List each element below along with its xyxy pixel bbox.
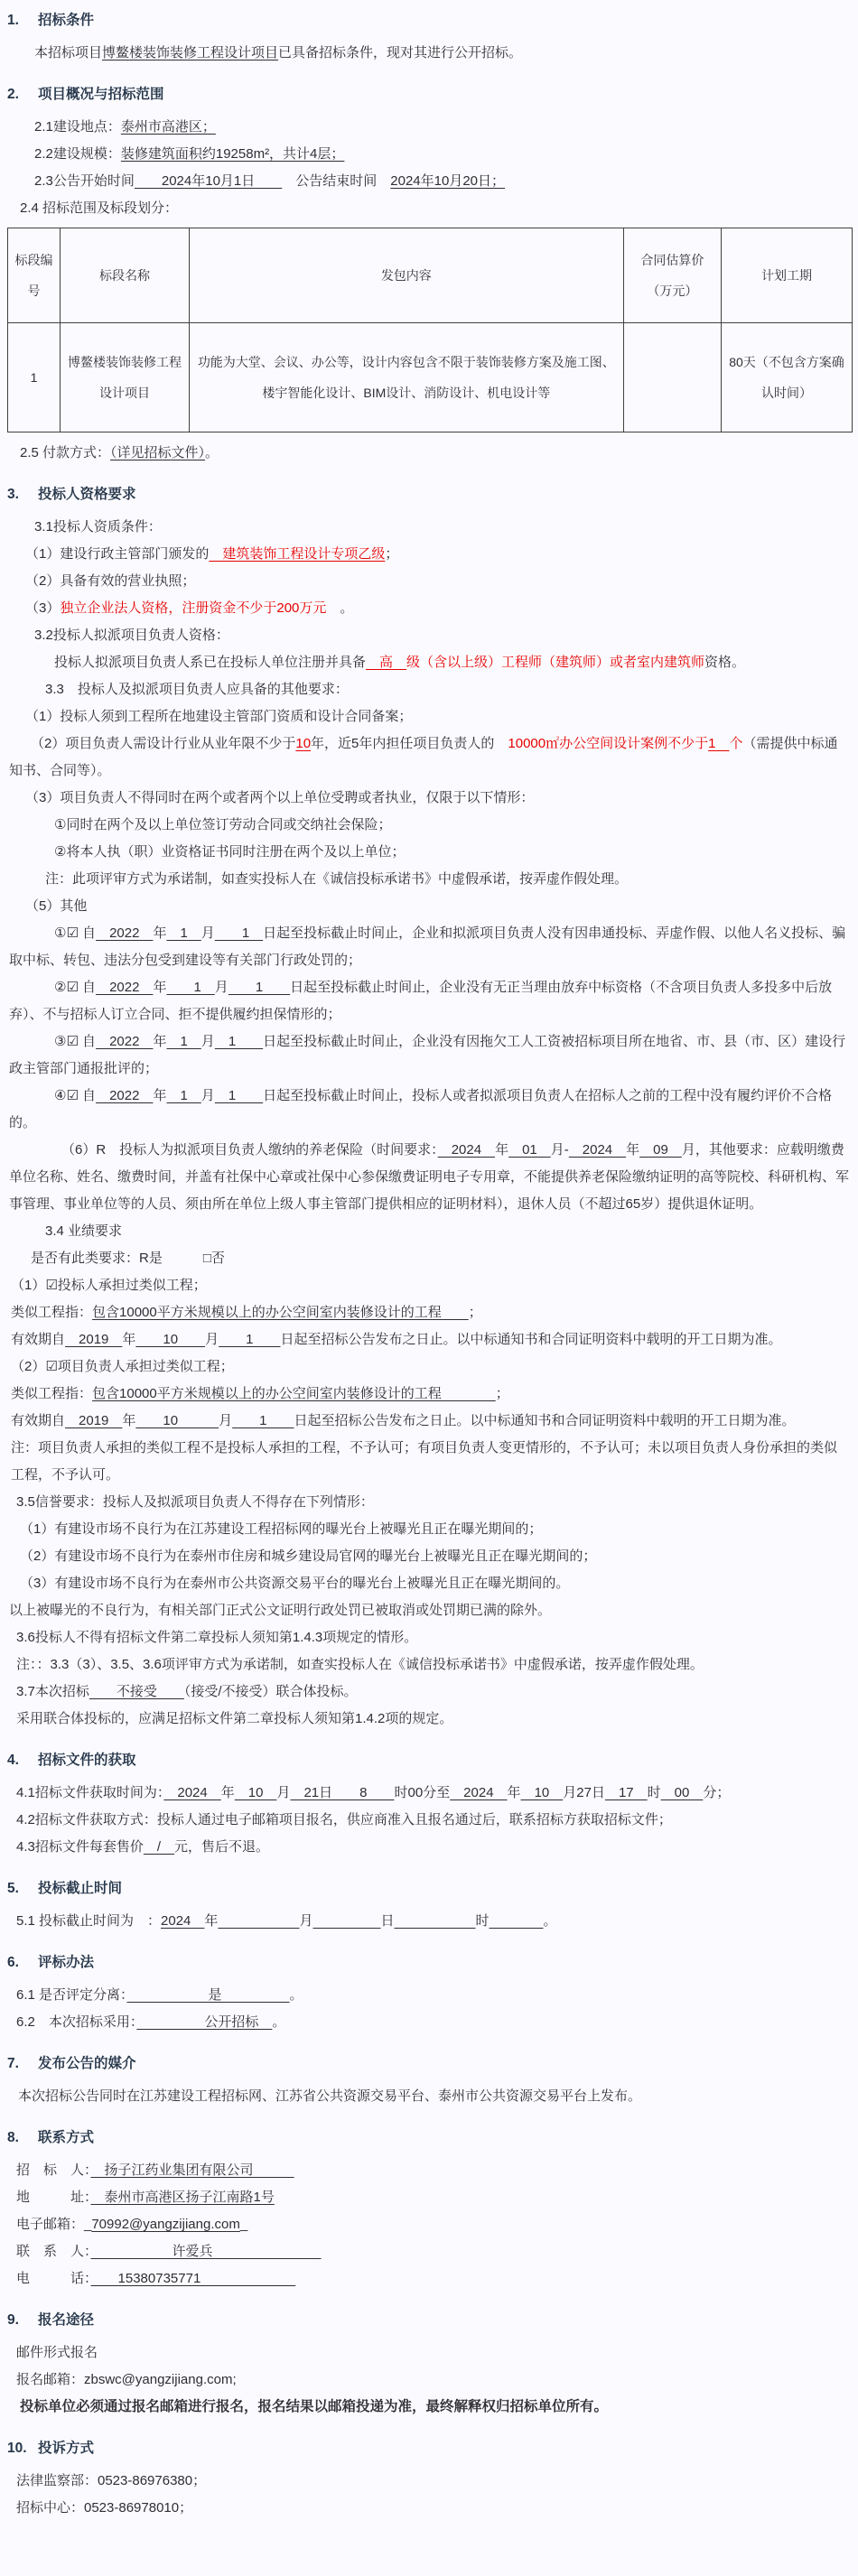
section-number: 5. xyxy=(7,1881,19,1896)
text-run: 日起至投标截止时间止，投标人或者拟派项目负责人在招标人之前的工程中没有履约评价不合格的。 xyxy=(9,1088,833,1130)
paragraph xyxy=(20,1570,849,1597)
text-run: 1 xyxy=(228,980,291,995)
text-run: ③☑ 自 xyxy=(54,1034,97,1049)
paragraph xyxy=(16,1679,849,1706)
section-title: 评标办法 xyxy=(38,1955,95,1970)
section-number: 7. xyxy=(7,2056,19,2071)
paragraph xyxy=(34,514,849,541)
section-title: 发布公告的媒介 xyxy=(38,2056,136,2071)
paragraph xyxy=(31,1245,849,1272)
text-run: 级（含以上级）工程师（建筑师）或者室内建筑师 xyxy=(406,655,705,670)
text-run: 本招标项目 xyxy=(34,45,103,60)
section-heading xyxy=(5,7,849,34)
text-run: 月 xyxy=(219,1413,233,1428)
text-run: 泰州市高港区扬子江南路1号 xyxy=(90,2190,275,2205)
text-run: 投标单位必须通过报名邮箱进行报名，报名结果以邮箱投递为准，最终解释权归招标单位所有。 xyxy=(20,2399,609,2414)
paragraph xyxy=(9,920,849,974)
text-run: 月 xyxy=(299,1913,313,1929)
text-run: 是 xyxy=(126,1987,290,2003)
table-cell: 功能为大堂、会议、办公等，设计内容包含不限于装饰装修方案及施工图、楼宇智能化设计、BIM设计、消防设计、机电设计等 xyxy=(190,323,624,432)
paragraph xyxy=(45,676,849,703)
paragraph xyxy=(16,2265,849,2292)
text-run: 10 xyxy=(520,1785,564,1800)
paragraph xyxy=(25,541,849,568)
text-run: 年 xyxy=(122,1413,136,1428)
text-run: 17 xyxy=(604,1785,648,1800)
text-run: （需提供中标通知书、合同等）。 xyxy=(9,736,838,778)
text-run: 年 xyxy=(495,1142,509,1158)
text-run: 3.1投标人资质条件： xyxy=(34,519,162,535)
text-run xyxy=(394,1913,475,1929)
section-number: 8. xyxy=(7,2130,19,2145)
paragraph xyxy=(16,1982,849,2009)
paragraph xyxy=(34,40,849,67)
table-header-row xyxy=(8,228,853,323)
text-run: 类似工程指： xyxy=(11,1386,93,1401)
text-run: （5）其他 xyxy=(25,898,88,914)
text-run: 2022 xyxy=(96,980,154,995)
text-run: 00 xyxy=(660,1785,704,1800)
text-run: 2024年10月20日； xyxy=(390,173,506,189)
text-run: 10 xyxy=(135,1413,219,1428)
text-run: 法律监察部：0523-86976380； xyxy=(16,2473,207,2488)
text-run: 2.2建设规模： xyxy=(34,146,121,162)
text-run: 包含10000平方米规模以上的办公空间室内装修设计的工程 xyxy=(92,1386,496,1401)
paragraph xyxy=(16,2009,849,2036)
text-run: 报名邮箱：zbswc@yangzijiang.com; xyxy=(16,2372,237,2387)
text-run: （2）具备有效的营业执照； xyxy=(25,573,196,589)
text-run: 分； xyxy=(703,1785,731,1800)
text-run: 月 xyxy=(201,925,215,941)
section-title: 联系方式 xyxy=(38,2130,95,2145)
paragraph xyxy=(16,1780,849,1807)
paragraph xyxy=(16,2157,849,2184)
text-run xyxy=(490,1913,544,1929)
table-cell: 80天（不包含方案确认时间） xyxy=(722,323,853,432)
text-run: 70992@yangzijiang.com xyxy=(91,2217,240,2232)
lot-table-grid xyxy=(7,228,853,432)
text-run: 月 xyxy=(201,1088,215,1103)
paragraph xyxy=(18,2083,849,2110)
text-run: 博鳌楼装饰装修工程设计项目 xyxy=(102,45,279,60)
paragraph xyxy=(34,141,849,168)
text-run: ； xyxy=(468,1305,482,1320)
text-run: 6.1 是否评定分离： xyxy=(16,1987,127,2003)
paragraph xyxy=(9,974,849,1028)
paragraph xyxy=(16,2184,849,2211)
text-run: 。 xyxy=(205,445,219,460)
text-run: 月 xyxy=(214,980,228,995)
text-run: （1）☑投标人承担过类似工程； xyxy=(11,1278,207,1293)
text-run: ； xyxy=(385,546,399,562)
table-cell: 1 xyxy=(8,323,61,432)
paragraph xyxy=(11,1272,849,1299)
text-run: 装修建筑面积约19258m²，共计4层； xyxy=(120,146,345,162)
text-run: （2）☑项目负责人承担过类似工程； xyxy=(11,1359,234,1374)
paragraph xyxy=(20,195,849,222)
paragraph xyxy=(9,1083,849,1137)
text-run: 。 xyxy=(543,1913,557,1929)
text-run: 6.2 本次招标采用： xyxy=(16,2014,137,2030)
text-run: 1 xyxy=(214,1034,264,1049)
text-run: 2019 xyxy=(65,1413,123,1428)
paragraph xyxy=(16,2339,849,2367)
text-run: 3.6投标人不得有招标文件第二章投标人须知第1.4.3项规定的情形。 xyxy=(16,1630,418,1645)
text-run: 01 xyxy=(508,1142,551,1158)
text-run: 月27日 xyxy=(563,1785,605,1800)
text-run: （3） xyxy=(25,600,61,616)
text-run: 2022 xyxy=(96,1088,154,1103)
paragraph xyxy=(25,703,849,730)
text-run: 已具备招标条件，现对其进行公开招标。 xyxy=(278,45,523,60)
text-run: （6）R 投标人为拟派项目负责人缴纳的养老保险（时间要求： xyxy=(61,1142,438,1158)
text-run: 日起至投标截止时间止，企业和拟派项目负责人没有因串通投标、弄虚作假、以他人名义投标、骗取中标、转包、违法分包受到建设等有关部门行政处罚的； xyxy=(9,925,846,968)
text-run: 年 xyxy=(507,1785,521,1800)
text-run: 月 xyxy=(201,1034,215,1049)
section-number: 10. xyxy=(7,2441,27,2456)
section-heading xyxy=(5,1949,849,1976)
paragraph xyxy=(11,1408,849,1435)
lot-table xyxy=(7,228,849,432)
table-cell: 博鳌楼装饰装修工程设计项目 xyxy=(60,323,189,432)
text-run: 地 址： xyxy=(16,2190,91,2205)
text-run: 公开招标 xyxy=(136,2014,273,2030)
text-run: 2.4 招标范围及标段划分： xyxy=(20,200,179,216)
paragraph xyxy=(25,785,849,812)
table-header-cell: 发包内容 xyxy=(190,228,624,323)
text-run: ①同时在两个及以上单位签订劳动合同或交纳社会保险； xyxy=(54,817,392,832)
paragraph xyxy=(34,622,849,649)
text-run: 1 xyxy=(708,736,730,751)
text-run: 2024 xyxy=(450,1785,508,1800)
text-run: 1 xyxy=(166,1034,201,1049)
text-run: 。 xyxy=(326,600,354,616)
text-run: 3.3 投标人及拟派项目负责人应具备的其他要求： xyxy=(45,682,349,697)
text-run: 2024 xyxy=(161,1913,205,1929)
paragraph xyxy=(20,1516,849,1543)
paragraph xyxy=(9,1028,849,1083)
table-header-cell: 合同估算价（万元） xyxy=(623,228,721,323)
paragraph xyxy=(25,568,849,595)
text-run: 。 xyxy=(272,2014,286,2030)
paragraph xyxy=(11,1435,849,1489)
text-run: 公告结束时间 xyxy=(282,173,391,189)
text-run: 年 xyxy=(204,1913,219,1929)
text-run: 3.2投标人拟派项目负责人资格： xyxy=(34,628,229,643)
paragraph xyxy=(25,595,849,622)
section-heading xyxy=(5,81,849,108)
text-run: 。 xyxy=(289,1987,303,2003)
text-run: 不接受 xyxy=(89,1684,184,1699)
paragraph xyxy=(16,1706,849,1733)
text-run: 时 xyxy=(475,1913,490,1929)
section-heading xyxy=(5,1875,849,1902)
paragraph xyxy=(54,839,849,866)
paragraph xyxy=(16,2367,849,2394)
section-heading xyxy=(5,2051,849,2078)
paragraph xyxy=(11,1381,849,1408)
paragraph xyxy=(16,1834,849,1861)
paragraph xyxy=(16,1651,849,1679)
text-run: 月- xyxy=(550,1142,569,1158)
text-run: 1 xyxy=(232,1413,294,1428)
text-run: （1）投标人须到工程所在地建设主管部门资质和设计合同备案； xyxy=(25,709,413,724)
text-run: 电 话： xyxy=(16,2271,91,2286)
text-run: 有效期自 xyxy=(11,1413,66,1428)
text-run: 许爱兵 xyxy=(90,2244,322,2259)
paragraph xyxy=(16,1807,849,1834)
text-run: 2019 xyxy=(65,1332,123,1347)
text-run: 本次招标公告同时在江苏建设工程招标网、江苏省公共资源交易平台、泰州市公共资源交易平台上发布。 xyxy=(18,2088,642,2104)
text-run: 10000㎡办公空间设计案例不少于 xyxy=(508,736,709,751)
section-number: 4. xyxy=(7,1753,19,1768)
paragraph xyxy=(20,1543,849,1570)
section-title: 投标截止时间 xyxy=(38,1881,123,1896)
paragraph xyxy=(11,1326,849,1353)
table-header-cell: 标段编号 xyxy=(8,228,61,323)
document-body xyxy=(5,7,849,2522)
text-run: 有效期自 xyxy=(11,1332,66,1347)
text-run: 月 xyxy=(205,1332,219,1347)
text-run: 包含10000平方米规模以上的办公空间室内装修设计的工程 xyxy=(92,1305,469,1320)
text-run: （1）建设行政主管部门颁发的 xyxy=(25,546,210,562)
text-run: 月 xyxy=(276,1785,291,1800)
section-title: 招标条件 xyxy=(38,13,95,28)
text-run: 泰州市高港区； xyxy=(120,119,216,135)
paragraph xyxy=(9,1597,849,1624)
text-run: 时 xyxy=(647,1785,661,1800)
text-run: 电子邮箱：_ xyxy=(16,2217,92,2232)
text-run: 日起至投标截止时间止，企业没有因拖欠工人工资被招标项目所在地省、市、县（市、区）建设行政主管部门通报批评的； xyxy=(9,1034,846,1076)
text-run: 年 xyxy=(153,1034,167,1049)
text-run: ①☑ 自 xyxy=(54,925,97,941)
text-run: 类似工程指： xyxy=(11,1305,93,1320)
paragraph xyxy=(11,1299,849,1326)
table-header-cell: 计划工期 xyxy=(722,228,853,323)
text-run: （详见招标文件） xyxy=(110,445,206,460)
paragraph xyxy=(34,168,849,195)
table-header-cell: 标段名称 xyxy=(60,228,189,323)
paragraph xyxy=(16,2468,849,2495)
text-run: （1）有建设市场不良行为在江苏建设工程招标网的曝光台上被曝光且正在曝光期间的； xyxy=(20,1521,543,1537)
text-run: 注：项目负责人承担的类似工程不是投标人承担的工程，不予认可；有项目负责人变更情形的，不予认可；未以项目负责人身份承担的类似工程，不予认可。 xyxy=(11,1440,838,1483)
paragraph xyxy=(54,649,849,676)
text-run: 1 xyxy=(166,925,201,941)
paragraph xyxy=(9,1137,849,1218)
text-run: 时00分至 xyxy=(394,1785,451,1800)
text-run: ②☑ 自 xyxy=(54,980,97,995)
paragraph xyxy=(16,2238,849,2265)
paragraph xyxy=(45,1218,849,1245)
text-run: 采用联合体投标的，应满足招标文件第二章投标人须知第1.4.2项的规定。 xyxy=(16,1711,453,1726)
text-run: 年 xyxy=(122,1332,136,1347)
section-title: 项目概况与招标范围 xyxy=(38,87,164,102)
text-run: 扬子江药业集团有限公司 xyxy=(90,2162,294,2178)
section-title: 招标文件的获取 xyxy=(38,1753,136,1768)
text-run: 1 xyxy=(214,1088,264,1103)
text-run: 1 xyxy=(166,980,215,995)
text-run: 1 xyxy=(219,1332,281,1347)
text-run: 日起至招标公告发布之日止。以中标通知书和合同证明资料中载明的开工日期为准。 xyxy=(294,1413,796,1428)
text-run: ④☑ 自 xyxy=(54,1088,97,1103)
text-run: 21日 8 xyxy=(290,1785,395,1800)
text-run: （2）有建设市场不良行为在泰州市住房和城乡建设局官网的曝光台上被曝光且正在曝光期间的； xyxy=(20,1548,597,1564)
paragraph xyxy=(25,893,849,920)
text-run xyxy=(312,1913,380,1929)
text-run: 日起至招标公告发布之日止。以中标通知书和合同证明资料中载明的开工日期为准。 xyxy=(280,1332,782,1347)
text-run: 是否有此类要求：R是 □否 xyxy=(31,1251,225,1266)
text-run: 2022 xyxy=(96,925,154,941)
text-run: （3）有建设市场不良行为在泰州市公共资源交易平台的曝光台上被曝光且正在曝光期间的。 xyxy=(20,1576,570,1591)
paragraph xyxy=(16,2495,849,2522)
text-run: 年 xyxy=(153,1088,167,1103)
text-run: 2024 xyxy=(568,1142,627,1158)
text-run: 09 xyxy=(639,1142,682,1158)
text-run: 2022 xyxy=(96,1034,154,1049)
text-run: 10 xyxy=(234,1785,277,1800)
section-title: 投诉方式 xyxy=(38,2441,95,2456)
text-run: 5.1 投标截止时间为 ： xyxy=(16,1913,162,1929)
text-run: 以上被曝光的不良行为，有相关部门正式公文证明行政处罚已被取消或处罚期已满的除外。 xyxy=(9,1603,552,1618)
text-run: 3.4 业绩要求 xyxy=(45,1223,123,1239)
text-run: 资格。 xyxy=(704,655,746,670)
paragraph xyxy=(20,440,849,467)
text-run: 10 xyxy=(135,1332,206,1347)
text-run: 3.7本次招标 xyxy=(16,1684,89,1699)
section-heading xyxy=(5,2307,849,2334)
text-run: 年 xyxy=(220,1785,235,1800)
text-run: / xyxy=(143,1839,175,1855)
section-heading xyxy=(5,2435,849,2462)
text-run: ②将本人执（职）业资格证书同时注册在两个及以上单位； xyxy=(54,844,406,860)
table-cell xyxy=(623,323,721,432)
text-run: 建筑装饰工程设计专项乙级 xyxy=(209,546,386,562)
section-heading xyxy=(5,2125,849,2152)
section-heading xyxy=(5,1747,849,1774)
text-run: 4.2招标文件获取方式：投标人通过电子邮箱项目报名，供应商准入且报名通过后，联系招标方获取招标文件； xyxy=(16,1812,672,1827)
text-run: （接受/不接受）联合体投标。 xyxy=(183,1684,358,1699)
paragraph xyxy=(16,1624,849,1651)
section-heading xyxy=(5,481,849,508)
text-run: 注：此项评审方式为承诺制，如查实投标人在《诚信投标承诺书》中虚假承诺，按弄虚作假处理。 xyxy=(45,871,629,887)
section-number: 2. xyxy=(7,87,19,102)
text-run: 年，近5年内担任项目负责人的 xyxy=(311,736,508,751)
section-title: 投标人资格要求 xyxy=(38,487,136,502)
section-title: 报名途径 xyxy=(38,2312,95,2328)
text-run: 年 xyxy=(153,925,167,941)
paragraph xyxy=(45,866,849,893)
text-run: 15380735771 xyxy=(90,2271,296,2286)
text-run: _ xyxy=(239,2217,248,2232)
text-run xyxy=(218,1913,299,1929)
text-run: 招标中心：0523-86978010； xyxy=(16,2500,193,2516)
text-run: 元，售后不退。 xyxy=(174,1839,270,1855)
text-run: 日 xyxy=(380,1913,395,1929)
paragraph xyxy=(54,812,849,839)
section-number: 6. xyxy=(7,1955,19,1970)
table-row xyxy=(8,323,853,432)
text-run: 1 xyxy=(166,1088,201,1103)
paragraph xyxy=(11,1353,849,1381)
text-run: 联 系 人： xyxy=(16,2244,91,2259)
text-run: 2024年10月1日 xyxy=(134,173,283,189)
text-run: 独立企业法人资格，注册资金不少于200万元 xyxy=(60,600,327,616)
text-run: 招 标 人： xyxy=(16,2162,91,2178)
text-run: 个 xyxy=(729,736,743,751)
section-number: 9. xyxy=(7,2312,19,2328)
paragraph xyxy=(16,2211,849,2238)
text-run: 2024 xyxy=(437,1142,496,1158)
text-run: 投标人拟派项目负责人系已在投标人单位注册并具备 xyxy=(54,655,367,670)
text-run: 10 xyxy=(295,736,312,751)
text-run: 高 xyxy=(366,655,407,670)
paragraph xyxy=(20,2394,849,2421)
paragraph xyxy=(9,730,849,785)
section-number: 3. xyxy=(7,487,19,502)
text-run: 2.1建设地点： xyxy=(34,119,121,135)
text-run: （2）项目负责人需设计行业从业年限不少于 xyxy=(31,736,296,751)
text-run: 日起至投标截止时间止，企业没有无正当理由放弃中标资格（不含项目负责人多投多中后放弃）、不与招标人订立合同、拒不提供履约担保情形的； xyxy=(9,980,833,1022)
text-run: （3）项目负责人不得同时在两个或者两个以上单位受聘或者执业，仅限于以下情形： xyxy=(25,790,535,805)
paragraph xyxy=(34,114,849,141)
text-run: 注：：3.3（3）、3.5、3.6项评审方式为承诺制，如查实投标人在《诚信投标承诺书》中虚假承诺，按弄虚作假处理。 xyxy=(16,1657,704,1672)
text-run: 1 xyxy=(214,925,264,941)
text-run: 邮件形式报名 xyxy=(16,2345,98,2360)
text-run: 3.5信誉要求：投标人及拟派项目负责人不得存在下列情形： xyxy=(16,1494,374,1510)
text-run: ； xyxy=(495,1386,509,1401)
text-run: 4.1招标文件获取时间为： xyxy=(16,1785,164,1800)
text-run: 2.5 付款方式： xyxy=(20,445,111,460)
text-run: 2024 xyxy=(163,1785,221,1800)
text-run: 年 xyxy=(626,1142,640,1158)
paragraph xyxy=(16,1489,849,1516)
text-run: 月，其他要求：应载明缴费单位名称、姓名、缴费时间，并盖有社保中心章或社保中心参保缴费证明电子专用章，不能提供养老保险缴纳证明的高等院校、科研机构、军事管理、事业单位等的人员、须由所在单位上级人事主管部门提供相应的证明材料），退休人员（不超过65岁）提供退休证明。 xyxy=(9,1142,850,1212)
text-run: 2.3公告开始时间 xyxy=(34,173,135,189)
paragraph xyxy=(16,1908,849,1935)
section-number: 1. xyxy=(7,13,19,28)
text-run: 年 xyxy=(153,980,167,995)
text-run: 4.3招标文件每套售价 xyxy=(16,1839,144,1855)
